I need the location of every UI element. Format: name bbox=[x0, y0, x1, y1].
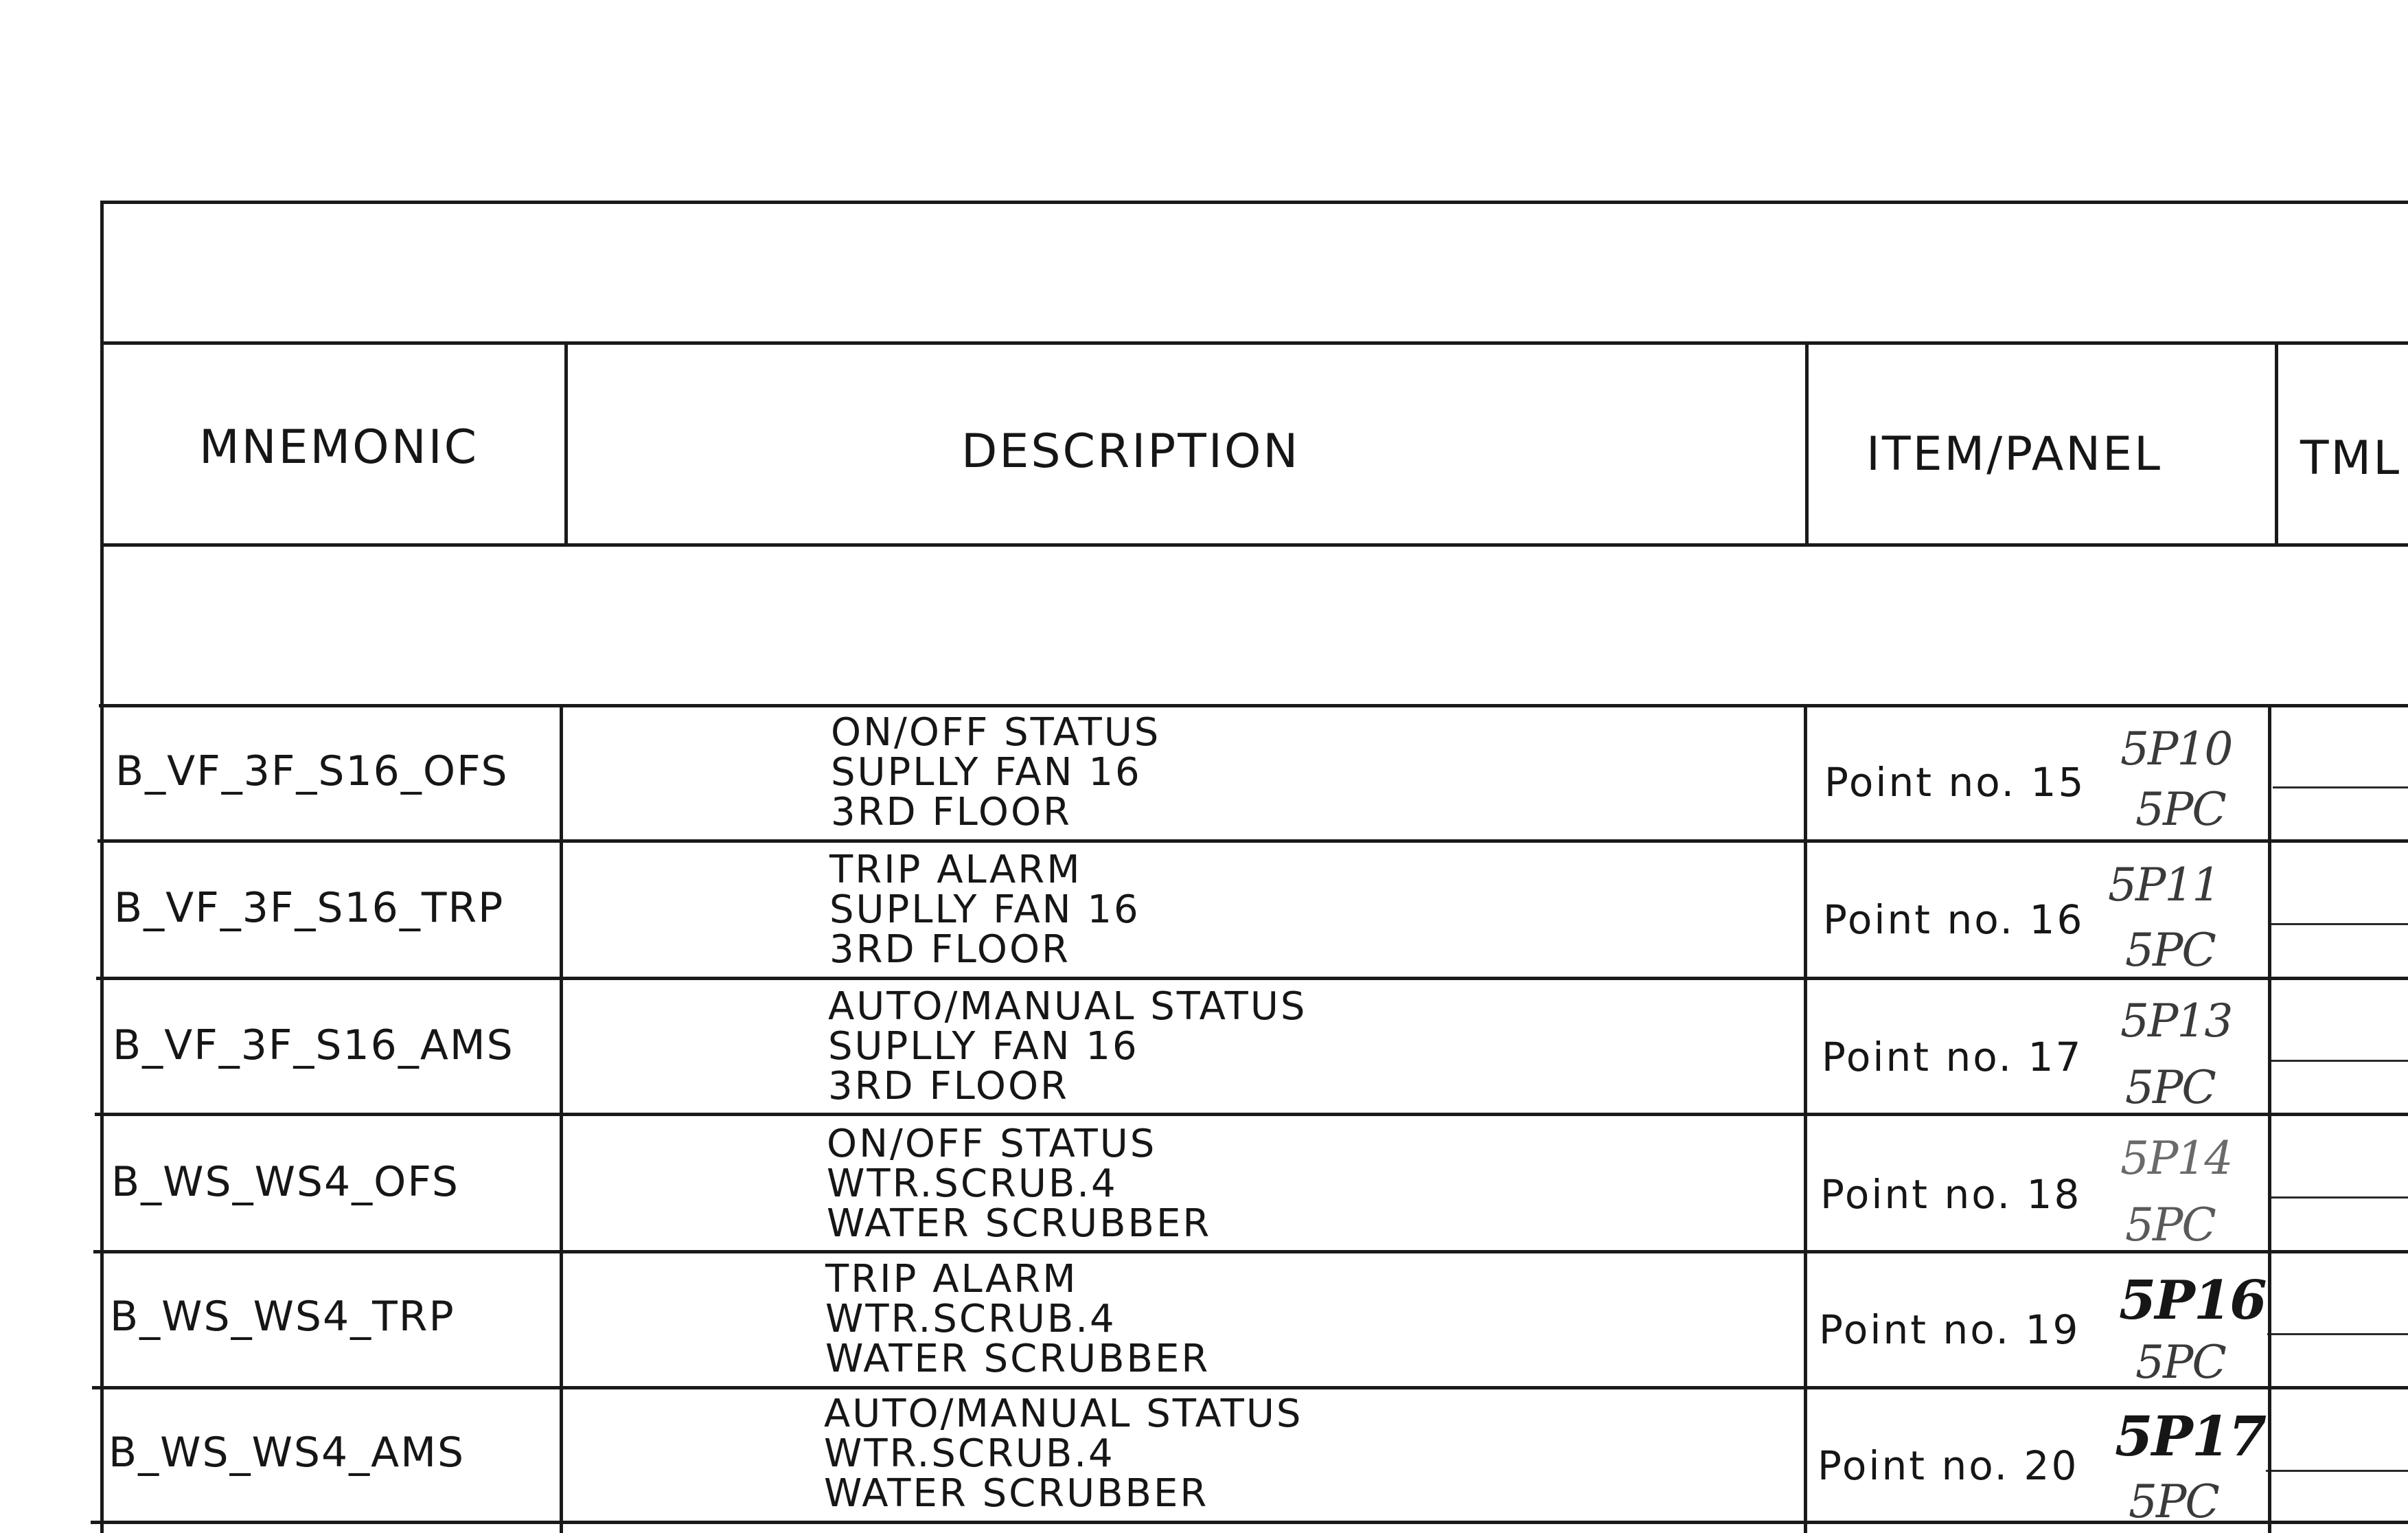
row-3-handwritten-note-bottom: 5PC bbox=[2125, 1061, 2215, 1114]
row-line-2 bbox=[96, 977, 2408, 980]
row-5-point: Point no. 19 bbox=[1819, 1306, 2080, 1353]
row-4-mnemonic: B_WS_WS4_OFS bbox=[111, 1158, 459, 1206]
row-2-desc-line-1: TRIP ALARM bbox=[829, 848, 1082, 892]
header-mnemonic: MNEMONIC bbox=[199, 420, 479, 475]
tml-subline-2 bbox=[2271, 923, 2408, 925]
row-5-mnemonic: B_WS_WS4_TRP bbox=[110, 1293, 455, 1341]
row-1-desc-line-1: ON/OFF STATUS bbox=[831, 710, 1161, 755]
row-6-desc-line-3: WATER SCRUBBER bbox=[824, 1471, 1209, 1516]
row-3-desc-line-1: AUTO/MANUAL STATUS bbox=[828, 984, 1307, 1029]
row-5-handwritten-note-top: 5P16 bbox=[2119, 1269, 2266, 1332]
row-3-desc-line-2: SUPLLY FAN 16 bbox=[828, 1024, 1139, 1069]
tml-subline-4 bbox=[2269, 1196, 2408, 1199]
blank-band-bottom-line bbox=[99, 704, 2408, 707]
row-4-desc-line-2: WTR.SCRUB.4 bbox=[827, 1161, 1118, 1206]
header-item-panel: ITEM/PANEL bbox=[1866, 427, 2163, 481]
row-line-5 bbox=[92, 1386, 2408, 1389]
row-line-1 bbox=[98, 839, 2408, 843]
row-4-point: Point no. 18 bbox=[1820, 1171, 2082, 1218]
row-1-handwritten-note-bottom: 5PC bbox=[2135, 783, 2225, 836]
row-2-desc-line-3: 3RD FLOOR bbox=[829, 927, 1070, 972]
col-divider-3 bbox=[2275, 343, 2278, 546]
row-2-handwritten-note-bottom: 5PC bbox=[2125, 924, 2215, 977]
row-1-handwritten-note-top: 5P10 bbox=[2120, 723, 2232, 775]
tml-subline-3 bbox=[2270, 1060, 2408, 1062]
row-1-description bbox=[831, 710, 1161, 834]
col-divider-1-body bbox=[560, 705, 563, 1533]
header-tml: TML bbox=[2300, 431, 2402, 486]
row-6-mnemonic: B_WS_WS4_AMS bbox=[108, 1429, 466, 1477]
row-2-desc-line-2: SUPLLY FAN 16 bbox=[829, 887, 1140, 932]
row-line-6 bbox=[91, 1521, 2408, 1524]
header-bottom-line bbox=[100, 543, 2408, 547]
row-5-desc-line-3: WATER SCRUBBER bbox=[825, 1337, 1211, 1381]
row-4-handwritten-note-bottom: 5PC bbox=[2125, 1199, 2215, 1251]
row-5-description bbox=[825, 1257, 1211, 1381]
row-6-desc-line-2: WTR.SCRUB.4 bbox=[824, 1431, 1115, 1476]
tml-subline-1 bbox=[2273, 786, 2408, 788]
row-5-desc-line-2: WTR.SCRUB.4 bbox=[825, 1297, 1116, 1341]
row-6-handwritten-note-top: 5P17 bbox=[2115, 1404, 2266, 1468]
row-3-point: Point no. 17 bbox=[1822, 1034, 2083, 1080]
row-2-handwritten-note-top: 5P11 bbox=[2108, 859, 2220, 911]
row-4-desc-line-1: ON/OFF STATUS bbox=[827, 1122, 1157, 1166]
tml-subline-5 bbox=[2267, 1333, 2408, 1335]
row-2-point: Point no. 16 bbox=[1823, 896, 2085, 943]
row-1-desc-line-2: SUPLLY FAN 16 bbox=[831, 750, 1142, 795]
table-top-border bbox=[102, 201, 2408, 204]
header-description: DESCRIPTION bbox=[961, 424, 1300, 479]
row-3-desc-line-3: 3RD FLOOR bbox=[828, 1064, 1069, 1109]
row-6-point: Point no. 20 bbox=[1818, 1442, 2079, 1489]
row-line-4 bbox=[93, 1250, 2408, 1253]
row-3-handwritten-note-top: 5P13 bbox=[2120, 995, 2232, 1047]
row-4-desc-line-3: WATER SCRUBBER bbox=[827, 1201, 1212, 1246]
row-6-description bbox=[824, 1394, 1303, 1514]
row-2-mnemonic: B_VF_3F_S16_TRP bbox=[114, 884, 505, 932]
row-1-point: Point no. 15 bbox=[1824, 759, 2086, 806]
row-1-desc-line-3: 3RD FLOOR bbox=[831, 790, 1072, 834]
row-6-handwritten-note-bottom: 5PC bbox=[2129, 1475, 2218, 1528]
row-3-mnemonic: B_VF_3F_S16_AMS bbox=[113, 1021, 514, 1069]
row-1-mnemonic: B_VF_3F_S16_OFS bbox=[115, 747, 509, 795]
row-5-desc-line-1: TRIP ALARM bbox=[825, 1257, 1078, 1302]
row-2-description bbox=[829, 850, 1140, 970]
tml-subline-6 bbox=[2266, 1470, 2408, 1472]
row-5-handwritten-note-bottom: 5PC bbox=[2135, 1336, 2225, 1389]
row-6-desc-line-1: AUTO/MANUAL STATUS bbox=[824, 1392, 1303, 1436]
col-divider-2-body bbox=[1804, 705, 1807, 1533]
row-4-description bbox=[827, 1124, 1211, 1244]
row-4-handwritten-note-top: 5P14 bbox=[2120, 1132, 2232, 1185]
col-divider-3-body bbox=[2268, 705, 2271, 1533]
col-divider-2 bbox=[1805, 343, 1809, 546]
header-top-line bbox=[102, 341, 2408, 345]
row-line-3 bbox=[95, 1113, 2408, 1116]
table-left-border bbox=[100, 201, 104, 1533]
col-divider-1 bbox=[564, 343, 568, 546]
row-3-description bbox=[828, 984, 1307, 1109]
